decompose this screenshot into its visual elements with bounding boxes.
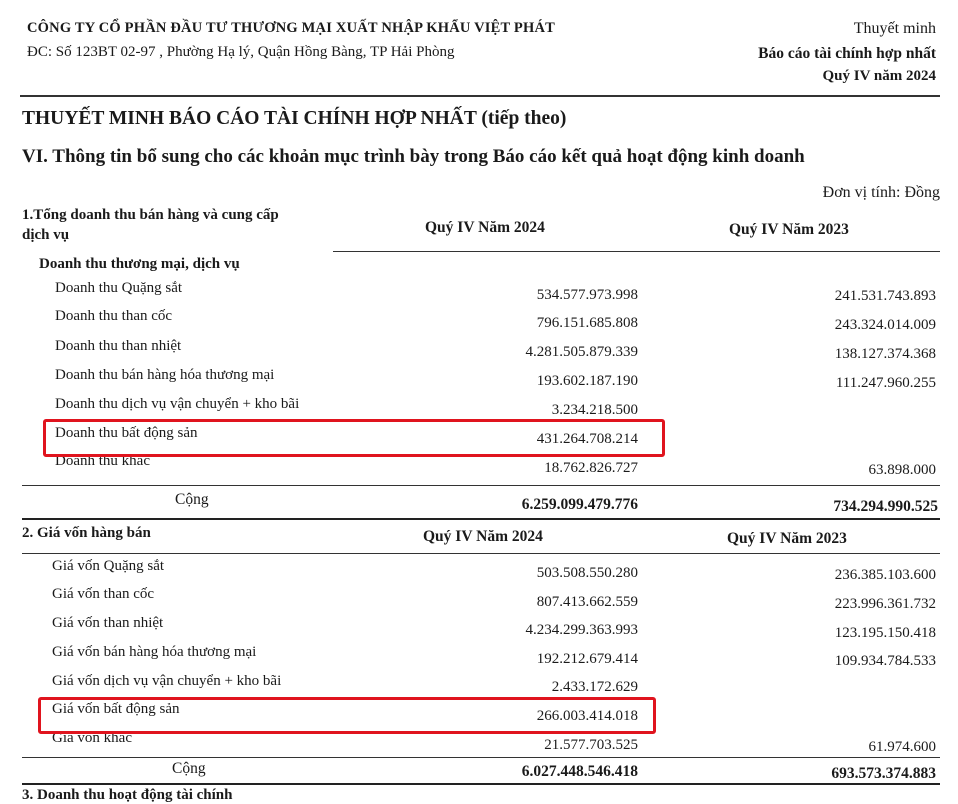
row-value-2024: 193.602.187.190 [536,373,638,389]
doc-type: Thuyết minh [853,20,936,37]
row-value-2024: 21.577.703.525 [544,737,638,753]
row-value-2023: 241.531.743.893 [834,288,936,304]
row-label: Giá vốn khác [52,730,132,746]
revenue-col-2023: Quý IV Năm 2023 [729,221,849,238]
row-label: Doanh thu than nhiệt [55,338,182,354]
row-value-2023: 109.934.784.533 [834,653,936,669]
revenue-subheading: Doanh thu thương mại, dịch vụ [39,256,240,272]
highlight-box-cogs-real-estate [38,697,656,734]
unit-label: Đơn vị tính: Đồng [822,184,940,201]
row-value-2024: 18.762.826.727 [544,460,638,476]
cogs-header-rule [22,553,940,554]
cogs-total-2023: 693.573.374.883 [831,765,936,782]
row-value-2024: 796.151.685.808 [536,315,638,331]
cogs-total-rule [22,757,940,758]
row-value-2024: 192.212.679.414 [536,651,638,667]
row-value-2024: 807.413.662.559 [536,594,638,610]
report-name: Báo cáo tài chính hợp nhất [758,45,936,62]
row-label: Giá vốn bán hàng hóa thương mại [52,644,257,660]
row-label: Giá vốn dịch vụ vận chuyển + kho bãi [52,673,282,689]
next-section-heading: 3. Doanh thu hoạt động tài chính [22,787,233,803]
cogs-heading: 2. Giá vốn hàng bán [22,525,151,541]
row-value-2023: 223.996.361.732 [834,596,936,612]
row-value-2024: 2.433.172.629 [551,679,638,695]
row-label: Doanh thu bất động sản [55,425,198,441]
row-value-2024: 503.508.550.280 [536,565,638,581]
row-label: Doanh thu dịch vụ vận chuyển + kho bãi [55,396,300,412]
revenue-total-double-rule [22,518,940,520]
cogs-col-2023: Quý IV Năm 2023 [727,530,847,547]
revenue-col-2024: Quý IV Năm 2024 [425,219,545,236]
row-label: Doanh thu khác [55,453,150,469]
row-value-2024: 431.264.708.214 [536,431,638,447]
cogs-total-double-rule [22,783,940,785]
highlight-box-revenue-real-estate [43,419,665,457]
company-name: CÔNG TY CỔ PHẦN ĐẦU TƯ THƯƠNG MẠI XUẤT NHẬP KHẨU VIỆT PHÁT [27,20,556,36]
row-value-2024: 4.281.505.879.339 [525,344,638,360]
report-period: Quý IV năm 2024 [822,68,936,84]
cogs-col-2024: Quý IV Năm 2024 [423,528,543,545]
row-value-2024: 3.234.218.500 [551,402,638,418]
cogs-total-2024: 6.027.448.546.418 [521,763,638,780]
revenue-total-label: Cộng [175,491,209,508]
revenue-heading-line2: dịch vụ [22,227,70,243]
revenue-heading-line1: 1.Tổng doanh thu bán hàng và cung cấp [22,207,279,223]
company-address: ĐC: Số 123BT 02-97 , Phường Hạ lý, Quận Hồng Bàng, TP Hải Phòng [27,44,455,60]
section-title: VI. Thông tin bổ sung cho các khoản mục trình bày trong Báo cáo kết quả hoạt động kinh doanh [22,146,805,167]
revenue-header-rule [333,251,940,252]
row-value-2023: 123.195.150.418 [834,625,936,641]
row-label: Giá vốn than cốc [52,586,155,602]
row-value-2024: 4.234.299.363.993 [525,622,638,638]
row-value-2023: 236.385.103.600 [834,567,936,583]
row-value-2023: 138.127.374.368 [834,346,936,362]
revenue-total-2024: 6.259.099.479.776 [521,496,638,513]
cogs-total-label: Cộng [172,760,206,777]
row-label: Doanh thu than cốc [55,308,173,324]
row-label: Giá vốn Quặng sắt [52,558,165,574]
page-title: THUYẾT MINH BÁO CÁO TÀI CHÍNH HỢP NHẤT (tiếp theo) [22,108,567,129]
revenue-total-rule [22,485,940,486]
row-label: Doanh thu bán hàng hóa thương mại [55,367,275,383]
row-value-2024: 534.577.973.998 [536,287,638,303]
revenue-total-2023: 734.294.990.525 [833,498,938,515]
row-value-2024: 266.003.414.018 [536,708,638,724]
row-value-2023: 111.247.960.255 [835,375,936,391]
row-label: Giá vốn than nhiệt [52,615,164,631]
row-label: Giá vốn bất động sản [52,701,180,717]
row-value-2023: 61.974.600 [868,739,936,755]
row-value-2023: 63.898.000 [868,462,936,478]
header-divider [20,95,940,97]
row-value-2023: 243.324.014.009 [834,317,936,333]
row-label: Doanh thu Quặng sắt [55,280,183,296]
